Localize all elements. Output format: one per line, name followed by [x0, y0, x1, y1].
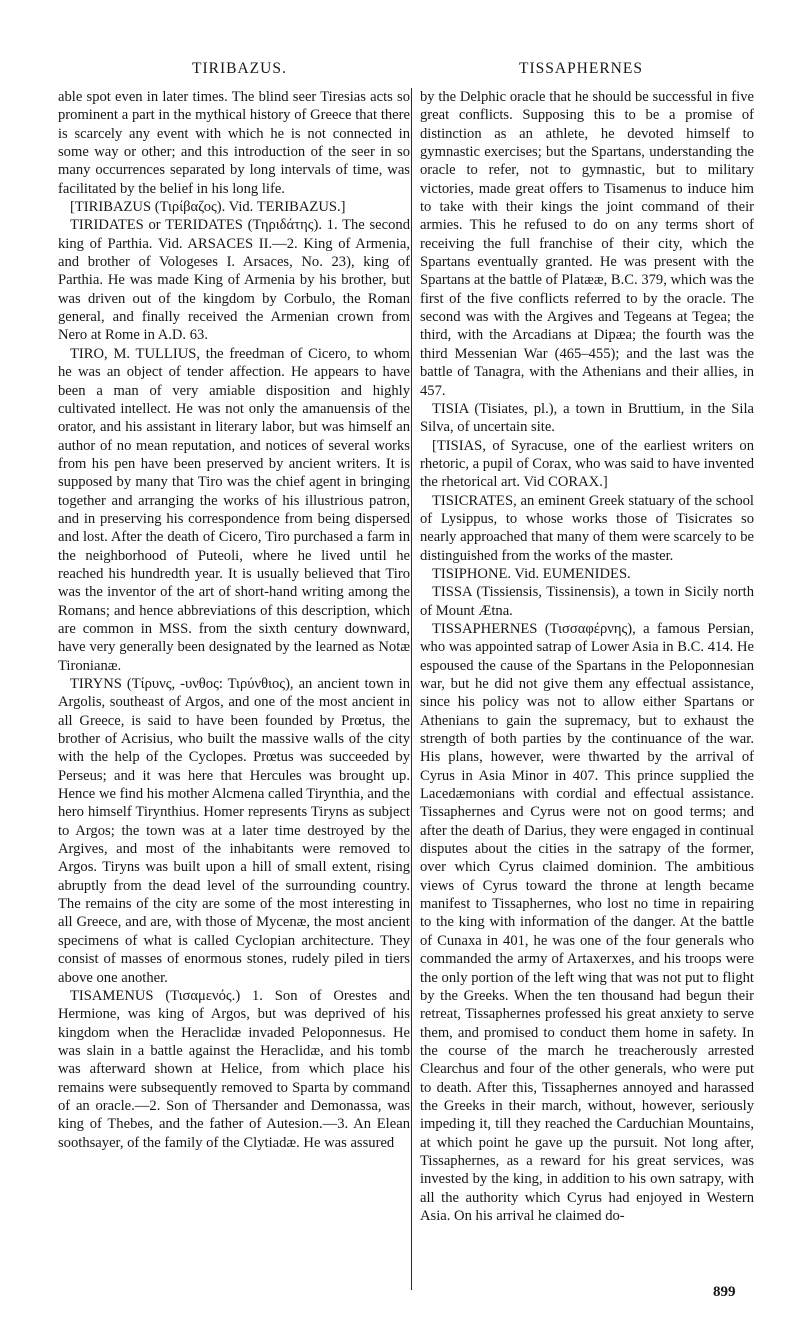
page-number: 899: [713, 1284, 736, 1300]
entry-tisamenus: TISAMENUS (Τισαμενός.) 1. Son of Orestes and Hermione, was king of Argos, but was deprived of his kingdom when the Heraclidæ invaded Peloponnesus. He was slain in a battle against the Heraclidæ, and his tomb was afterward shown at Helice, from which place his remains were subsequently removed to Sparta by command of an oracle.—2. Son of Thersander and Demonassa, was king of Thebes, and the father of Autesion.—3. An Elean soothsayer, of the family of the Clytiadæ. He was assured: [58, 987, 410, 1151]
entry-tisia: TISIA (Tisiates, pl.), a town in Bruttium, in the Sila Silva, of uncertain site.: [420, 400, 754, 436]
entry-tiribazus: [TIRIBAZUS (Τιρίβαζος). Vid. TERIBAZUS.]: [70, 199, 346, 216]
entry-tiro: TIRO, M. TULLIUS, the freedman of Cicero, to whom he was an object of tender affection. He appears to have been a man of very amiable disposition and highly cultivated intellect. He was not only the amanuensis of the orator, and his assistant in literary labor, but was himself an author of no mean reputation, and notices of several works from his pen have been preserved by ancient writers. It is supposed by many that Tiro was the chief agent in bringing together and arranging the works of his illustrious patron, and in preserving his correspondence from being dispersed and lost. After the death of Cicero, Tiro purchased a farm in the neighborhood of Puteoli, where he lived until he reached his hundredth year. It is usually believed that Tiro was the inventor of the art of short-hand writing among the Romans; and hence abbreviations of this description, which are common in MSS. from the sixth century downward, have very generally been designated by the learned as Notæ Tironianæ.: [58, 345, 410, 674]
entry-tisias: [TISIAS, of Syracuse, one of the earliest writers on rhetoric, a pupil of Corax, who was said to have invented the rhetorical art. Vid CORAX.]: [420, 437, 754, 491]
entry-tisamenus-continued: by the Delphic oracle that he should be successful in five great conflicts. Supposing this to be a promise of distinction as an athlete, he devoted himself to gymnastic exercises; but the Spartans, understanding the oracle to refer, not to gymnastic, but to military victories, made great offers to Tisamenus to induce him to take with their kings the joint command of their armies. This he refused to do on any terms short of receiving the full franchise of their city, which the Spartans eventually granted. He was present with the Spartans at the battle of Platææ, B.C. 379, which was the first of the five conflicts referred to by the oracle. The second was with the Argives and Tegeans at Tegea; the third, with the Arcadians at Dipæa; the fourth was the third Messenian War (465–455); and the last was the battle of Tanagra, with the Athenians and their allies, in 457.: [420, 89, 754, 399]
entry-tissaphernes: TISSAPHERNES (Τισσαφέρνης), a famous Persian, who was appointed satrap of Lower Asia in B.C. 414. He espoused the cause of the Spartans in the Peloponnesian war, but he did not give them any effectual assistance, since his policy was not to allow either Spartans or Athenians to gain the supremacy, but to exhaust the strength of both parties by the continuance of the war. His plans, however, were thwarted by the arrival of Cyrus in Asia Minor in 407. This prince supplied the Lacedæmonians with cordial and effectual assistance. Tissaphernes and Cyrus were not on good terms; and after the death of Darius, they were engaged in continual disputes about the cities in the satrapy of the former, over which Cyrus claimed dominion. The ambitious views of Cyrus toward the throne at length became manifest to Tissaphernes, who lost no time in repairing to the king with information of the danger. At the battle of Cunaxa in 401, he was one of the four generals who commanded the army of Artaxerxes, and his troops were the only portion of the left wing that was not put to flight by the Greeks. When the ten thousand had begun their retreat, Tissaphernes professed his great anxiety to serve them, and promised to conduct them home in safety. In the course of the march he treacherously arrested Clearchus and four of the other generals, who were put to death. After this, Tissaphernes annoyed and harassed the Greeks in their march, without, however, seriously impeding it, till they reached the Carduchian Mountains, at which point he gave up the pursuit. Not long after, Tissaphernes, as a reward for his great services, was invested by the king, in addition to his own satrapy, with all the authority which Cyrus had enjoyed in Western Asia. On his arrival he claimed do-: [420, 620, 754, 1224]
right-column: [420, 88, 754, 1225]
entry-tissa: TISSA (Tissiensis, Tissinensis), a town in Sicily north of Mount Ætna.: [420, 584, 754, 619]
entry-tisicrates: TISICRATES, an eminent Greek statuary of the school of Lysippus, to whose works those of Tisicrates so nearly approached that many of them were scarcely to be distinguished from the works of the master.: [420, 492, 754, 564]
column-divider: [411, 88, 412, 1290]
entry-tiridates: TIRIDATES or TERIDATES (Τηριδάτης). 1. The second king of Parthia. Vid. ARSACES II.—2. King of Armenia, and brother of Vologeses I. Arsaces, No. 23), king of Parthia. He was made King of Armenia by his brother, but was driven out of the kingdom by Corbulo, the Roman general, and finally received the Armenian crown from Nero at Rome in A.D. 63.: [58, 217, 410, 344]
running-head-left: TIRIBAZUS.: [192, 60, 287, 77]
entry-tiresias-continued: able spot even in later times. The blind seer Tiresias acts so prominent a part in the mythical history of Greece that there is scarcely any event with which he is not connected in some way or other; and this introduction of the seer in so many occurrences separated by long intervals of time, was facilitated by the belief in his long life.: [58, 89, 410, 197]
left-column: [58, 88, 410, 1152]
entry-tisiphone: TISIPHONE. Vid. EUMENIDES.: [432, 565, 631, 582]
entry-tiryns: TIRYNS (Τίρυνς, -υνθος: Τιρύνθιος), an ancient town in Argolis, southeast of Argos, and one of the most ancient in all Greece, is said to have been founded by Prœtus, the brother of Acrisius, who built the massive walls of the city with the help of the Cyclopes. Prœtus was succeeded by Perseus; and it was here that Hercules was brought up. Hence we find his mother Alcmena called Tirynthia, and the hero himself Tirynthius. Homer represents Tiryns as subject to Argos; the town was at a later time destroyed by the Argives, and most of the inhabitants were removed to Argos. Tiryns was built upon a hill of small extent, rising abruptly from the dead level of the surrounding country. The remains of the city are some of the most interesting in all Greece, and are, with those of Mycenæ, the most ancient specimens of what is called Cyclopian architecture. They consist of masses of enormous stones, rudely piled in tiers above one another.: [58, 676, 410, 986]
running-head-right: TISSAPHERNES: [519, 60, 643, 77]
